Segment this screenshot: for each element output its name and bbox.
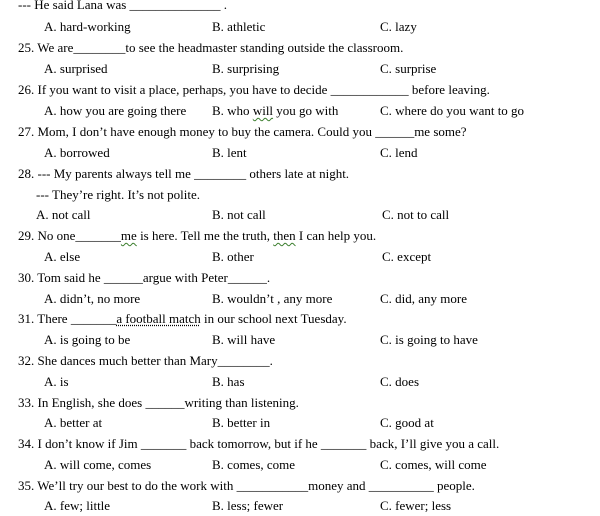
option-a: A. not call — [36, 207, 91, 222]
question-stem: 33. In English, she does ______writing than listening. — [18, 395, 299, 410]
question-stem: 34. I don’t know if Jim _______ back tomorrow, but if he _______ back, I’ll give you a call. — [18, 436, 500, 451]
question-stem: 25. We are________to see the headmaster standing outside the classroom. — [18, 40, 404, 55]
option-a: A. else — [44, 249, 81, 264]
option-c: C. does — [380, 374, 419, 389]
question-reply: --- They’re right. It’s not polite. — [36, 187, 201, 202]
option-c: C. not to call — [382, 207, 450, 222]
stem-flagged-word: then — [273, 228, 296, 243]
option-a: A. few; little — [44, 498, 111, 513]
option-a: A. better at — [44, 415, 103, 430]
option-c: C. lazy — [380, 19, 417, 34]
option-a: A. how you are going there — [44, 103, 187, 118]
option-b: B. has — [212, 374, 245, 389]
option-b: B. better in — [212, 415, 271, 430]
stem-text: in our school next Tuesday. — [200, 311, 347, 326]
stem-text: is here. Tell me the truth, — [136, 228, 274, 243]
stem-text: I can help you. — [295, 228, 377, 243]
option-b-text: B. who — [212, 103, 253, 118]
question-stem: 30. Tom said he ______argue with Peter______. — [18, 270, 271, 285]
option-a: A. is going to be — [44, 332, 131, 347]
question-stem: 27. Mom, I don’t have enough money to buy the camera. Could you ______me some? — [18, 124, 467, 139]
option-c: C. good at — [380, 415, 434, 430]
stem-flagged-word: me — [120, 228, 137, 243]
question-stem: 26. If you want to visit a place, perhaps, you have to decide ____________ before leaving. — [18, 82, 490, 97]
option-b-flagged-word: will — [252, 103, 274, 118]
option-b: B. less; fewer — [212, 498, 284, 513]
option-c: C. lend — [380, 145, 418, 160]
option-b — [212, 103, 338, 119]
option-a: A. borrowed — [44, 145, 110, 160]
option-c: C. fewer; less — [380, 498, 452, 513]
option-a: A. didn’t, no more — [44, 291, 141, 306]
question-stem: --- He said Lana was ______________ . — [18, 0, 228, 12]
option-c: C. did, any more — [380, 291, 468, 306]
stem-text: 29. No one_______ — [18, 228, 121, 243]
option-c: C. where do you want to go — [380, 103, 525, 118]
option-b: B. lent — [212, 145, 247, 160]
option-b: B. not call — [212, 207, 266, 222]
option-b: B. wouldn’t , any more — [212, 291, 333, 306]
option-b: B. comes, come — [212, 457, 296, 472]
option-c: C. is going to have — [380, 332, 478, 347]
option-c: C. surprise — [380, 61, 437, 76]
option-b-text: you go with — [273, 103, 339, 118]
stem-flagged-phrase: a football match — [116, 311, 201, 326]
option-c: C. comes, will come — [380, 457, 487, 472]
question-stem — [18, 228, 376, 244]
question-stem: 28. --- My parents always tell me ________ others late at night. — [18, 166, 350, 181]
question-stem: 32. She dances much better than Mary________. — [18, 353, 273, 368]
option-c: C. except — [382, 249, 432, 264]
stem-text: 31. There _______ — [18, 311, 117, 326]
option-a: A. will come, comes — [44, 457, 152, 472]
option-b: B. athletic — [212, 19, 266, 34]
option-b: B. surprising — [212, 61, 280, 76]
question-stem: 35. We’ll try our best to do the work with ___________money and __________ people. — [18, 478, 475, 493]
option-b: B. will have — [212, 332, 276, 347]
option-b: B. other — [212, 249, 254, 264]
question-stem — [18, 311, 347, 327]
option-a: A. hard-working — [44, 19, 131, 34]
option-a: A. is — [44, 374, 69, 389]
option-a: A. surprised — [44, 61, 108, 76]
